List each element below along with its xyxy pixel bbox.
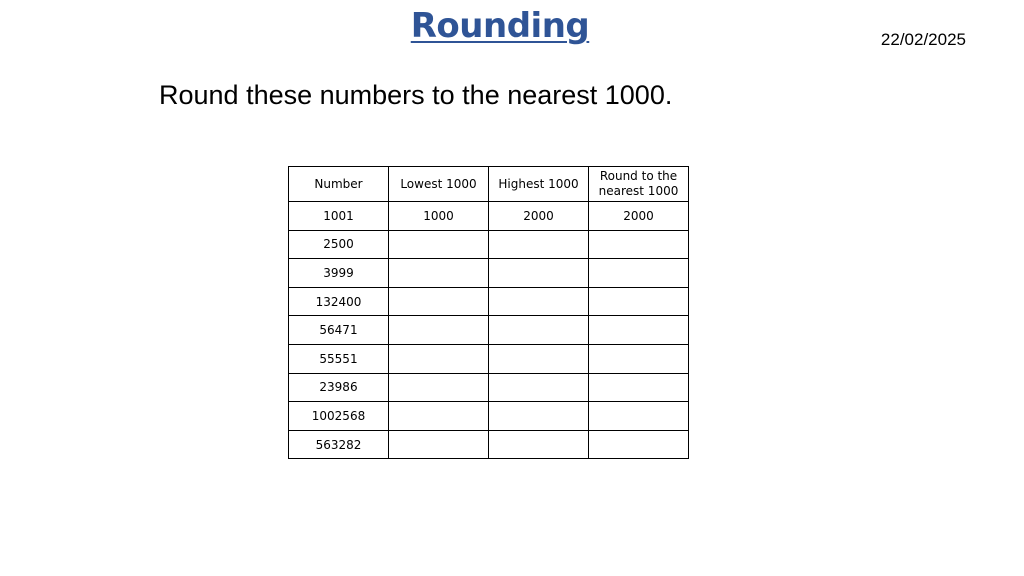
- cell-lowest[interactable]: [389, 430, 489, 459]
- cell-highest[interactable]: [489, 230, 589, 259]
- cell-lowest[interactable]: [389, 344, 489, 373]
- date-label: 22/02/2025: [880, 30, 966, 49]
- cell-number: 563282: [289, 430, 389, 459]
- cell-number: 23986: [289, 373, 389, 402]
- header-lowest-1000: Lowest 1000: [389, 167, 489, 202]
- cell-highest[interactable]: [489, 373, 589, 402]
- cell-number: 3999: [289, 259, 389, 288]
- cell-highest[interactable]: [489, 402, 589, 431]
- cell-number: 1002568: [289, 402, 389, 431]
- cell-number: 2500: [289, 230, 389, 259]
- header-round-to-nearest-1000: Round to the nearest 1000: [589, 167, 689, 202]
- cell-highest[interactable]: 2000: [489, 202, 589, 231]
- cell-highest[interactable]: [489, 344, 589, 373]
- table-row: [289, 316, 689, 345]
- header-highest-1000: Highest 1000: [489, 167, 589, 202]
- cell-rounded[interactable]: [589, 344, 689, 373]
- cell-rounded[interactable]: [589, 373, 689, 402]
- cell-lowest[interactable]: [389, 259, 489, 288]
- cell-rounded[interactable]: [589, 402, 689, 431]
- cell-highest[interactable]: [489, 316, 589, 345]
- cell-rounded[interactable]: [589, 316, 689, 345]
- cell-number: 1001: [289, 202, 389, 231]
- cell-rounded[interactable]: [589, 430, 689, 459]
- cell-lowest[interactable]: [389, 402, 489, 431]
- cell-lowest[interactable]: [389, 230, 489, 259]
- table-row: [289, 230, 689, 259]
- cell-number: 55551: [289, 344, 389, 373]
- cell-lowest[interactable]: [389, 316, 489, 345]
- table-row: [289, 373, 689, 402]
- instruction-text: Round these numbers to the nearest 1000.: [159, 80, 673, 110]
- table-row: [289, 430, 689, 459]
- cell-rounded[interactable]: [589, 287, 689, 316]
- header-number: Number: [289, 167, 389, 202]
- cell-rounded[interactable]: [589, 259, 689, 288]
- cell-rounded[interactable]: [589, 230, 689, 259]
- cell-number: 132400: [289, 287, 389, 316]
- page-title: Rounding: [410, 6, 590, 46]
- cell-highest[interactable]: [489, 430, 589, 459]
- cell-lowest[interactable]: [389, 287, 489, 316]
- table-row: [289, 402, 689, 431]
- table-row: [289, 344, 689, 373]
- cell-rounded[interactable]: 2000: [589, 202, 689, 231]
- table-row: [289, 259, 689, 288]
- table-row: [289, 202, 689, 231]
- table-row: [289, 287, 689, 316]
- cell-number: 56471: [289, 316, 389, 345]
- cell-lowest[interactable]: [389, 373, 489, 402]
- cell-lowest[interactable]: 1000: [389, 202, 489, 231]
- cell-highest[interactable]: [489, 259, 589, 288]
- cell-highest[interactable]: [489, 287, 589, 316]
- table-header-row: [289, 167, 689, 202]
- rounding-table: [288, 166, 689, 459]
